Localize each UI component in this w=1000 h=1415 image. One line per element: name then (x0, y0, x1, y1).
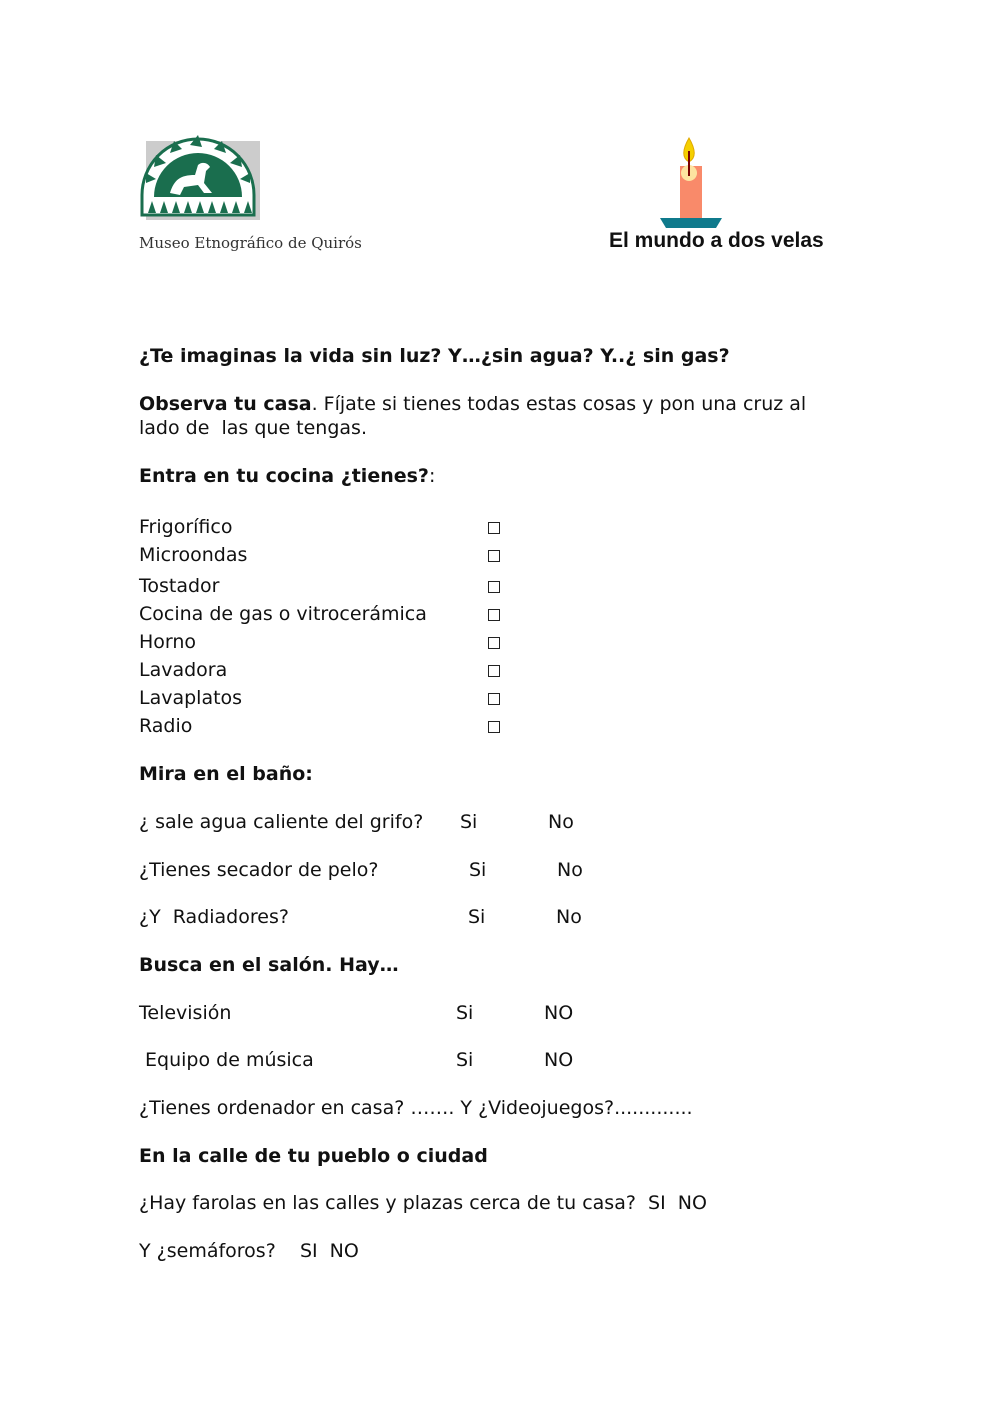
kitchen-item: Frigorífico (139, 516, 233, 538)
answer-no[interactable]: NO (544, 1002, 574, 1024)
kitchen-heading-colon: : (428, 465, 436, 487)
checkbox[interactable] (488, 637, 500, 649)
street-question-lamps: ¿Hay farolas en las calles y plazas cerca de tu casa? SI NO (139, 1192, 707, 1214)
checkbox[interactable] (488, 581, 500, 593)
computer-question: ¿Tienes ordenador en casa? ……. Y ¿Videojuegos?............. (139, 1097, 693, 1119)
bathroom-heading: Mira en el baño: (139, 763, 313, 785)
answer-yes[interactable]: Si (456, 1002, 474, 1024)
living-heading: Busca en el salón. Hay… (139, 954, 399, 976)
intro-instruction (139, 392, 806, 416)
checkbox[interactable] (488, 693, 500, 705)
intro-instruction-line2: lado de las que tengas. (139, 417, 367, 439)
answer-no[interactable]: No (556, 906, 582, 928)
checkbox[interactable] (488, 721, 500, 733)
street-question-traffic-lights: Y ¿semáforos? SI NO (139, 1240, 359, 1262)
answer-yes[interactable]: Si (460, 811, 478, 833)
kitchen-item: Horno (139, 631, 197, 653)
answer-no[interactable]: No (548, 811, 574, 833)
checkbox[interactable] (488, 609, 500, 621)
kitchen-item: Lavadora (139, 659, 228, 681)
candle-icon (660, 136, 722, 228)
kitchen-item: Microondas (139, 544, 248, 566)
checkbox[interactable] (488, 550, 500, 562)
living-item: Televisión (139, 1002, 232, 1024)
kitchen-heading (139, 464, 435, 488)
observe-rest: . Fíjate si tienes todas estas cosas y pon una cruz al (311, 393, 807, 415)
living-item: Equipo de música (139, 1049, 314, 1071)
kitchen-item: Lavaplatos (139, 687, 243, 709)
bathroom-question: ¿Tienes secador de pelo? (139, 859, 379, 881)
museum-caption: Museo Etnográfico de Quirós (139, 234, 362, 252)
answer-no[interactable]: No (557, 859, 583, 881)
answer-yes[interactable]: Si (456, 1049, 474, 1071)
observe-bold: Observa tu casa (139, 393, 312, 415)
answer-yes[interactable]: Si (469, 859, 487, 881)
checkbox[interactable] (488, 522, 500, 534)
project-title: El mundo a dos velas (609, 229, 824, 252)
intro-question: ¿Te imaginas la vida sin luz? Y…¿sin agua? Y..¿ sin gas? (139, 345, 730, 367)
kitchen-item: Cocina de gas o vitrocerámica (139, 603, 427, 625)
kitchen-item: Radio (139, 715, 193, 737)
checkbox[interactable] (488, 665, 500, 677)
bathroom-question: ¿ sale agua caliente del grifo? (139, 811, 424, 833)
answer-yes[interactable]: Si (468, 906, 486, 928)
answer-no[interactable]: NO (544, 1049, 574, 1071)
kitchen-heading-text: Entra en tu cocina ¿tienes? (139, 465, 429, 487)
museum-logo (140, 135, 260, 220)
bathroom-question: ¿Y Radiadores? (139, 906, 289, 928)
kitchen-item: Tostador (139, 575, 220, 597)
street-heading: En la calle de tu pueblo o ciudad (139, 1145, 488, 1167)
